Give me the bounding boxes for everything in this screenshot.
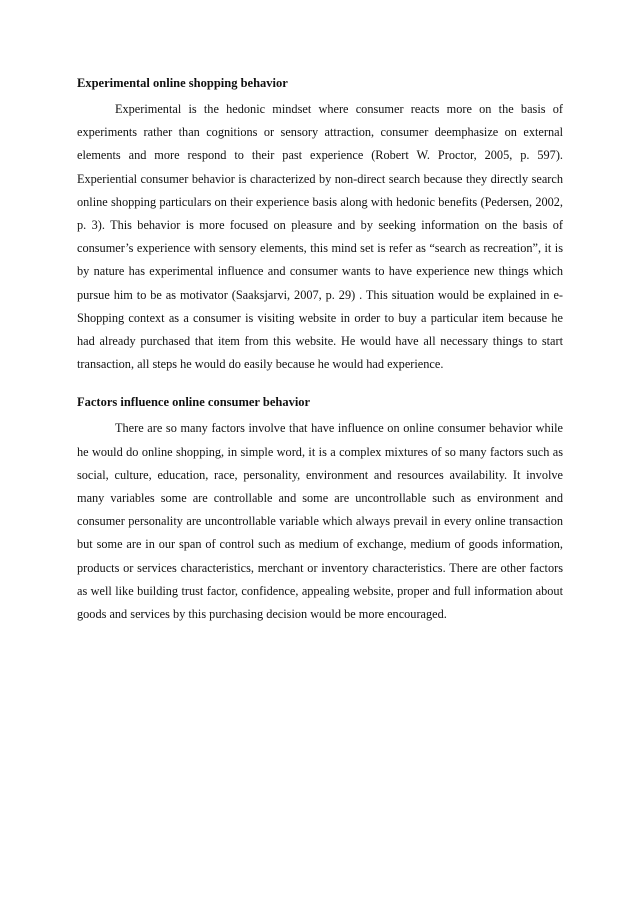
document-body <box>77 76 563 626</box>
section-paragraph: Experimental is the hedonic mindset where consumer reacts more on the basis of experiments rather than cognitions or sensory attraction, consumer deemphasize on external elements and more respond to their past experience (Robert W. Proctor, 2005, p. 597). Experiential consumer behavior is characterized by non-direct search because they directly search online shopping particulars on their experience basis along with hedonic benefits (Pedersen, 2002, p. 3). This behavior is more focused on pleasure and by seeking information on the basis of consumer’s experience with sensory elements, this mind set is refer as “search as recreation”, it is by nature has experimental influence and consumer wants to have experience new things which pursue him to be as motivator (Saaksjarvi, 2007, p. 29) . This situation would be explained in e-Shopping context as a consumer is visiting website in order to buy a particular item because he had already purchased that item from this website. He would have all necessary things to start transaction, all steps he would do easily because he would had experience. <box>77 102 563 372</box>
section-heading: Factors influence online consumer behavior <box>77 395 311 410</box>
section-paragraph: There are so many factors involve that have influence on online consumer behavior while he would do online shopping, in simple word, it is a complex mixtures of so many factors such as social, culture, education, race, personality, environment and resources availability. It involve many variables some are controllable and some are uncontrollable such as environment and consumer personality are uncontrollable variable which always prevail in every online transaction but some are in our span of control such as medium of exchange, medium of goods information, products or services characteristics, merchant or inventory characteristics. There are other factors as well like building trust factor, confidence, appealing website, proper and full information about goods and services by this purchasing decision would be more encouraged. <box>77 421 563 622</box>
section-heading: Experimental online shopping behavior <box>77 76 288 90</box>
section-factors-influence <box>77 395 563 626</box>
section-experimental-behavior <box>77 76 563 376</box>
